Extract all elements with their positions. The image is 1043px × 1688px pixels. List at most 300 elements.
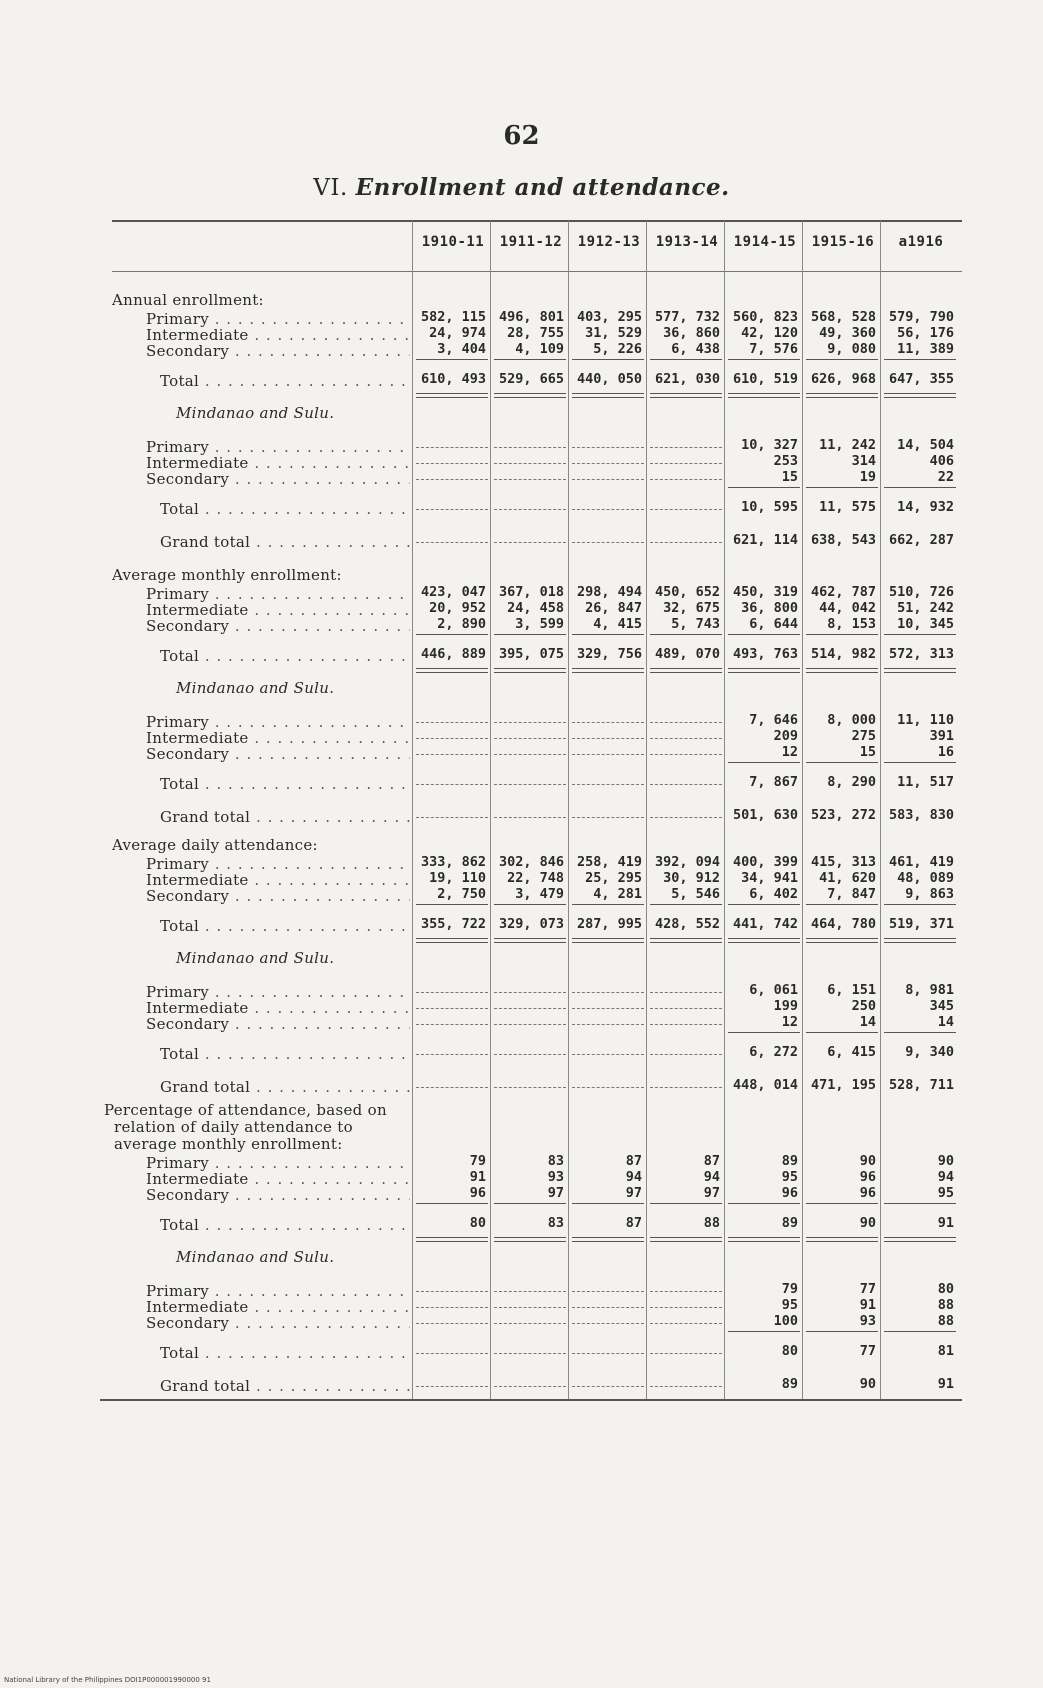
- empty-cell-dash: [416, 1353, 488, 1354]
- grand-total-row-label: Grand total . . .: [160, 533, 410, 550]
- empty-cell-dash: [572, 463, 644, 464]
- subtotal-rule: [494, 359, 566, 360]
- empty-cell-dash: [650, 784, 722, 785]
- empty-cell-dash: [650, 1054, 722, 1055]
- intermediate-row-value: 24, 458: [507, 600, 564, 616]
- subtotal-rule: [494, 1203, 566, 1204]
- subtotal-rule: [806, 634, 878, 635]
- total-value: 87: [625, 1215, 642, 1231]
- empty-cell-dash: [572, 817, 644, 818]
- secondary-row-value: 5, 743: [671, 616, 720, 632]
- total-double-rule: [806, 668, 878, 673]
- primary-row-value: 510, 726: [888, 584, 954, 600]
- total-double-rule: [884, 393, 956, 398]
- grand-total-value: 91: [937, 1376, 954, 1392]
- total-double-rule: [884, 1237, 956, 1242]
- empty-cell-dash: [494, 1307, 566, 1308]
- subregion-primary-value: 77: [859, 1281, 876, 1297]
- empty-cell-dash: [650, 1291, 722, 1292]
- empty-cell-dash: [572, 754, 644, 755]
- intermediate-row-value: 24, 974: [429, 325, 486, 341]
- subregion-secondary-value: 12: [781, 744, 798, 760]
- empty-cell-dash: [416, 754, 488, 755]
- intermediate-row-value: 49, 360: [819, 325, 876, 341]
- subtotal-rule: [884, 359, 956, 360]
- empty-cell-dash: [416, 992, 488, 993]
- intermediate-row-value: 42, 120: [741, 325, 798, 341]
- subregion-total-row-label-wrap: [160, 774, 410, 792]
- secondary-row-label: Secondary . . .: [146, 617, 410, 634]
- subtotal-rule: [884, 1203, 956, 1204]
- primary-row-value: 577, 732: [654, 309, 720, 325]
- subregion-total-row-label-wrap: [160, 1343, 410, 1361]
- subregion-primary-value: 8, 981: [905, 982, 954, 998]
- empty-cell-dash: [416, 1323, 488, 1324]
- empty-cell-dash: [572, 1386, 644, 1387]
- subregion-secondary-value: 15: [781, 469, 798, 485]
- secondary-row-label: Secondary . . .: [146, 887, 410, 904]
- empty-cell-dash: [650, 1008, 722, 1009]
- total-double-rule: [884, 938, 956, 943]
- total-value: 464, 780: [810, 916, 876, 932]
- subtotal-rule: [650, 1203, 722, 1204]
- grand-total-value: 471, 195: [810, 1077, 876, 1093]
- total-double-rule: [416, 938, 488, 943]
- grand-total-row-label-wrap: [160, 532, 410, 550]
- subregion-intermediate-row-label: Intermediate . . .: [146, 454, 410, 471]
- subregion-secondary-value: 22: [937, 469, 954, 485]
- library-footer: National Library of the Philippines DOI1P000001990000 91: [4, 1676, 211, 1684]
- subregion-total-value: 9, 340: [905, 1044, 954, 1060]
- intermediate-row-value: 20, 952: [429, 600, 486, 616]
- total-row-label-wrap: [160, 371, 410, 389]
- empty-cell-dash: [572, 1087, 644, 1088]
- intermediate-row-value: 19, 110: [429, 870, 486, 886]
- total-value: 647, 355: [888, 371, 954, 387]
- primary-row-label: Primary . . .: [146, 855, 410, 872]
- intermediate-row-value: 34, 941: [741, 870, 798, 886]
- section-heading: Annual enrollment:: [112, 291, 264, 309]
- subregion-primary-value: 6, 061: [749, 982, 798, 998]
- subregion-secondary-value: 12: [781, 1014, 798, 1030]
- total-value: 519, 371: [888, 916, 954, 932]
- secondary-row-label-wrap: [146, 1185, 410, 1203]
- primary-row-value: 450, 319: [732, 584, 798, 600]
- subtotal-rule: [728, 487, 800, 488]
- total-double-rule: [572, 668, 644, 673]
- intermediate-row-value: 48, 089: [897, 870, 954, 886]
- total-value: 80: [469, 1215, 486, 1231]
- grand-total-row-label: Grand total . . .: [160, 1377, 410, 1394]
- subtotal-rule: [884, 1032, 956, 1033]
- intermediate-row-value: 95: [781, 1169, 798, 1185]
- secondary-row-value: 2, 750: [437, 886, 486, 902]
- subtotal-rule: [806, 1331, 878, 1332]
- primary-row-value: 83: [547, 1153, 564, 1169]
- page-title: [0, 174, 1043, 201]
- total-double-rule: [494, 393, 566, 398]
- subtotal-rule: [806, 1032, 878, 1033]
- total-value: 489, 070: [654, 646, 720, 662]
- secondary-row-label-wrap: [146, 341, 410, 359]
- empty-cell-dash: [494, 447, 566, 448]
- column-divider: [568, 221, 569, 1399]
- subregion-secondary-row-label-wrap: [146, 744, 410, 762]
- grand-total-value: 583, 830: [888, 807, 954, 823]
- primary-row-value: 90: [937, 1153, 954, 1169]
- subregion-intermediate-row-label: Intermediate . . .: [146, 729, 410, 746]
- subregion-secondary-value: 19: [859, 469, 876, 485]
- subregion-heading: Mindanao and Sulu.: [176, 679, 335, 697]
- secondary-row-value: 95: [937, 1185, 954, 1201]
- empty-cell-dash: [650, 817, 722, 818]
- column-divider: [412, 221, 413, 1399]
- primary-row-value: 423, 047: [420, 584, 486, 600]
- total-double-rule: [650, 938, 722, 943]
- empty-cell-dash: [494, 1024, 566, 1025]
- subregion-total-value: 77: [859, 1343, 876, 1359]
- empty-cell-dash: [650, 722, 722, 723]
- table-top-rule: [112, 220, 962, 222]
- primary-row-value: 298, 494: [576, 584, 642, 600]
- grand-total-row-label-wrap: [160, 1376, 410, 1394]
- primary-row-value: 400, 399: [732, 854, 798, 870]
- secondary-row-value: 6, 438: [671, 341, 720, 357]
- secondary-row-value: 2, 890: [437, 616, 486, 632]
- subtotal-rule: [884, 904, 956, 905]
- subtotal-rule: [728, 359, 800, 360]
- intermediate-row-value: 28, 755: [507, 325, 564, 341]
- total-double-rule: [494, 1237, 566, 1242]
- total-double-rule: [494, 668, 566, 673]
- empty-cell-dash: [650, 1386, 722, 1387]
- primary-row-value: 302, 846: [498, 854, 564, 870]
- total-double-rule: [494, 938, 566, 943]
- subregion-intermediate-value: 88: [937, 1297, 954, 1313]
- total-double-rule: [416, 393, 488, 398]
- total-value: 395, 075: [498, 646, 564, 662]
- subtotal-rule: [806, 487, 878, 488]
- empty-cell-dash: [572, 542, 644, 543]
- column-divider: [724, 221, 725, 1399]
- intermediate-row-value: 32, 675: [663, 600, 720, 616]
- empty-cell-dash: [650, 1307, 722, 1308]
- empty-cell-dash: [650, 1353, 722, 1354]
- empty-cell-dash: [572, 1307, 644, 1308]
- total-value: 90: [859, 1215, 876, 1231]
- intermediate-row-value: 94: [625, 1169, 642, 1185]
- intermediate-row-value: 91: [469, 1169, 486, 1185]
- secondary-row-value: 7, 847: [827, 886, 876, 902]
- primary-row-value: 560, 823: [732, 309, 798, 325]
- primary-row-value: 582, 115: [420, 309, 486, 325]
- empty-cell-dash: [494, 1008, 566, 1009]
- empty-cell-dash: [572, 1054, 644, 1055]
- empty-cell-dash: [494, 1087, 566, 1088]
- intermediate-row-value: 25, 295: [585, 870, 642, 886]
- subregion-secondary-row-label-wrap: [146, 1014, 410, 1032]
- total-double-rule: [416, 668, 488, 673]
- secondary-row-value: 4, 109: [515, 341, 564, 357]
- grand-total-row-label-wrap: [160, 807, 410, 825]
- empty-cell-dash: [572, 738, 644, 739]
- intermediate-row-value: 51, 242: [897, 600, 954, 616]
- subregion-total-value: 80: [781, 1343, 798, 1359]
- total-row-label: Total . . .: [160, 372, 410, 389]
- subregion-total-value: 8, 290: [827, 774, 876, 790]
- subtotal-rule: [806, 1203, 878, 1204]
- subregion-total-row-label: Total . . .: [160, 1344, 410, 1361]
- primary-row-label: Primary . . .: [146, 310, 410, 327]
- empty-cell-dash: [494, 1054, 566, 1055]
- subtotal-rule: [884, 1331, 956, 1332]
- subtotal-rule: [494, 634, 566, 635]
- subregion-secondary-value: 16: [937, 744, 954, 760]
- subregion-secondary-row-label-wrap: [146, 1313, 410, 1331]
- empty-cell-dash: [572, 447, 644, 448]
- subregion-secondary-value: 100: [773, 1313, 798, 1329]
- total-row-label: Total . . .: [160, 1216, 410, 1233]
- subregion-secondary-row-label: Secondary . . .: [146, 745, 410, 762]
- grand-total-value: 448, 014: [732, 1077, 798, 1093]
- subregion-total-row-label: Total . . .: [160, 1045, 410, 1062]
- total-value: 88: [703, 1215, 720, 1231]
- subregion-heading: Mindanao and Sulu.: [176, 1248, 335, 1266]
- empty-cell-dash: [572, 1353, 644, 1354]
- primary-row-value: 403, 295: [576, 309, 642, 325]
- empty-cell-dash: [494, 754, 566, 755]
- section-heading: average monthly enrollment:: [114, 1135, 343, 1153]
- subregion-primary-value: 11, 242: [819, 437, 876, 453]
- subregion-secondary-row-label: Secondary . . .: [146, 1015, 410, 1032]
- table-header-rule: [112, 271, 962, 272]
- secondary-row-label: Secondary . . .: [146, 342, 410, 359]
- subtotal-rule: [806, 359, 878, 360]
- empty-cell-dash: [416, 722, 488, 723]
- subtotal-rule: [572, 904, 644, 905]
- primary-row-value: 87: [625, 1153, 642, 1169]
- secondary-row-value: 3, 404: [437, 341, 486, 357]
- subtotal-rule: [416, 1203, 488, 1204]
- subregion-secondary-value: 14: [937, 1014, 954, 1030]
- secondary-row-value: 9, 863: [905, 886, 954, 902]
- total-value: 329, 756: [576, 646, 642, 662]
- intermediate-row-label: Intermediate . . .: [146, 871, 410, 888]
- subregion-secondary-row-label-wrap: [146, 469, 410, 487]
- empty-cell-dash: [650, 542, 722, 543]
- empty-cell-dash: [416, 738, 488, 739]
- page-number: 62: [503, 121, 540, 151]
- total-double-rule: [806, 1237, 878, 1242]
- secondary-row-value: 96: [781, 1185, 798, 1201]
- grand-total-value: 621, 114: [732, 532, 798, 548]
- subregion-secondary-value: 88: [937, 1313, 954, 1329]
- subtotal-rule: [572, 1203, 644, 1204]
- grand-total-value: 662, 287: [888, 532, 954, 548]
- empty-cell-dash: [650, 1087, 722, 1088]
- secondary-row-value: 7, 576: [749, 341, 798, 357]
- empty-cell-dash: [416, 1024, 488, 1025]
- empty-cell-dash: [416, 463, 488, 464]
- empty-cell-dash: [416, 542, 488, 543]
- subregion-primary-row-label: Primary . . .: [146, 983, 410, 1000]
- empty-cell-dash: [494, 992, 566, 993]
- column-divider: [880, 221, 881, 1399]
- intermediate-row-value: 30, 912: [663, 870, 720, 886]
- subregion-intermediate-value: 345: [929, 998, 954, 1014]
- empty-cell-dash: [572, 479, 644, 480]
- subregion-total-row-label-wrap: [160, 499, 410, 517]
- intermediate-row-value: 56, 176: [897, 325, 954, 341]
- empty-cell-dash: [416, 1307, 488, 1308]
- subregion-total-value: 11, 517: [897, 774, 954, 790]
- empty-cell-dash: [650, 447, 722, 448]
- subregion-secondary-value: 93: [859, 1313, 876, 1329]
- primary-row-value: 79: [469, 1153, 486, 1169]
- column-header: 1912-13: [577, 234, 641, 250]
- column-header: 1914-15: [733, 234, 797, 250]
- empty-cell-dash: [494, 463, 566, 464]
- total-double-rule: [884, 668, 956, 673]
- subregion-intermediate-row-label: Intermediate . . .: [146, 1298, 410, 1315]
- subregion-intermediate-value: 91: [859, 1297, 876, 1313]
- total-double-rule: [728, 393, 800, 398]
- total-value: 287, 995: [576, 916, 642, 932]
- total-value: 91: [937, 1215, 954, 1231]
- empty-cell-dash: [572, 722, 644, 723]
- total-double-rule: [650, 393, 722, 398]
- subtotal-rule: [494, 904, 566, 905]
- subregion-primary-row-label: Primary . . .: [146, 713, 410, 730]
- primary-row-value: 258, 419: [576, 854, 642, 870]
- total-row-label-wrap: [160, 916, 410, 934]
- subtotal-rule: [728, 762, 800, 763]
- section-heading: relation of daily attendance to: [114, 1118, 353, 1136]
- primary-row-value: 450, 652: [654, 584, 720, 600]
- column-header: 1911-12: [499, 234, 563, 250]
- intermediate-row-value: 94: [703, 1169, 720, 1185]
- secondary-row-value: 3, 479: [515, 886, 564, 902]
- total-value: 621, 030: [654, 371, 720, 387]
- subtotal-rule: [806, 904, 878, 905]
- subtotal-rule: [884, 762, 956, 763]
- subregion-total-value: 81: [937, 1343, 954, 1359]
- total-double-rule: [728, 1237, 800, 1242]
- secondary-row-value: 97: [547, 1185, 564, 1201]
- intermediate-row-value: 93: [547, 1169, 564, 1185]
- total-row-label: Total . . .: [160, 917, 410, 934]
- primary-row-value: 568, 528: [810, 309, 876, 325]
- section-heading: Percentage of attendance, based on: [104, 1101, 387, 1119]
- subregion-intermediate-value: 391: [929, 728, 954, 744]
- total-double-rule: [806, 938, 878, 943]
- secondary-row-value: 10, 345: [897, 616, 954, 632]
- empty-cell-dash: [494, 479, 566, 480]
- subtotal-rule: [572, 359, 644, 360]
- subtotal-rule: [884, 487, 956, 488]
- empty-cell-dash: [416, 1386, 488, 1387]
- empty-cell-dash: [650, 509, 722, 510]
- subtotal-rule: [416, 359, 488, 360]
- column-header: 1915-16: [811, 234, 875, 250]
- empty-cell-dash: [416, 479, 488, 480]
- empty-cell-dash: [494, 722, 566, 723]
- secondary-row-label: Secondary . . .: [146, 1186, 410, 1203]
- subregion-primary-row-label: Primary . . .: [146, 438, 410, 455]
- secondary-row-value: 3, 599: [515, 616, 564, 632]
- total-value: 572, 313: [888, 646, 954, 662]
- total-double-rule: [572, 393, 644, 398]
- empty-cell-dash: [572, 1323, 644, 1324]
- grand-total-row-label: Grand total . . .: [160, 808, 410, 825]
- secondary-row-value: 6, 644: [749, 616, 798, 632]
- subregion-primary-value: 6, 151: [827, 982, 876, 998]
- primary-row-label: Primary . . .: [146, 585, 410, 602]
- primary-row-value: 462, 787: [810, 584, 876, 600]
- total-row-label: Total . . .: [160, 647, 410, 664]
- total-row-label-wrap: [160, 1215, 410, 1233]
- subtotal-rule: [650, 359, 722, 360]
- intermediate-row-label: Intermediate . . .: [146, 326, 410, 343]
- subregion-primary-value: 11, 110: [897, 712, 954, 728]
- subregion-total-value: 11, 575: [819, 499, 876, 515]
- intermediate-row-value: 36, 800: [741, 600, 798, 616]
- total-double-rule: [416, 1237, 488, 1242]
- column-header: 1913-14: [655, 234, 719, 250]
- subtotal-rule: [728, 634, 800, 635]
- empty-cell-dash: [650, 1323, 722, 1324]
- empty-cell-dash: [650, 463, 722, 464]
- column-divider: [490, 221, 491, 1399]
- empty-cell-dash: [416, 784, 488, 785]
- total-value: 610, 519: [732, 371, 798, 387]
- subregion-secondary-row-label: Secondary . . .: [146, 1314, 410, 1331]
- subtotal-rule: [416, 904, 488, 905]
- subregion-primary-value: 79: [781, 1281, 798, 1297]
- subregion-intermediate-value: 209: [773, 728, 798, 744]
- empty-cell-dash: [572, 1024, 644, 1025]
- subtotal-rule: [728, 1032, 800, 1033]
- subregion-total-value: 14, 932: [897, 499, 954, 515]
- empty-cell-dash: [494, 784, 566, 785]
- empty-cell-dash: [650, 992, 722, 993]
- empty-cell-dash: [650, 754, 722, 755]
- grand-total-value: 89: [781, 1376, 798, 1392]
- subregion-total-row-label: Total . . .: [160, 775, 410, 792]
- grand-total-value: 523, 272: [810, 807, 876, 823]
- secondary-row-value: 8, 153: [827, 616, 876, 632]
- total-double-rule: [650, 668, 722, 673]
- subregion-total-row-label: Total . . .: [160, 500, 410, 517]
- empty-cell-dash: [494, 738, 566, 739]
- subregion-primary-value: 8, 000: [827, 712, 876, 728]
- secondary-row-label-wrap: [146, 616, 410, 634]
- subregion-total-value: 7, 867: [749, 774, 798, 790]
- total-value: 610, 493: [420, 371, 486, 387]
- empty-cell-dash: [416, 1291, 488, 1292]
- empty-cell-dash: [416, 509, 488, 510]
- empty-cell-dash: [572, 509, 644, 510]
- grand-total-value: 528, 711: [888, 1077, 954, 1093]
- empty-cell-dash: [416, 1054, 488, 1055]
- total-double-rule: [572, 1237, 644, 1242]
- total-double-rule: [650, 1237, 722, 1242]
- subtotal-rule: [728, 1203, 800, 1204]
- total-double-rule: [728, 668, 800, 673]
- subregion-primary-row-label: Primary . . .: [146, 1282, 410, 1299]
- primary-row-value: 461, 419: [888, 854, 954, 870]
- subregion-total-value: 6, 272: [749, 1044, 798, 1060]
